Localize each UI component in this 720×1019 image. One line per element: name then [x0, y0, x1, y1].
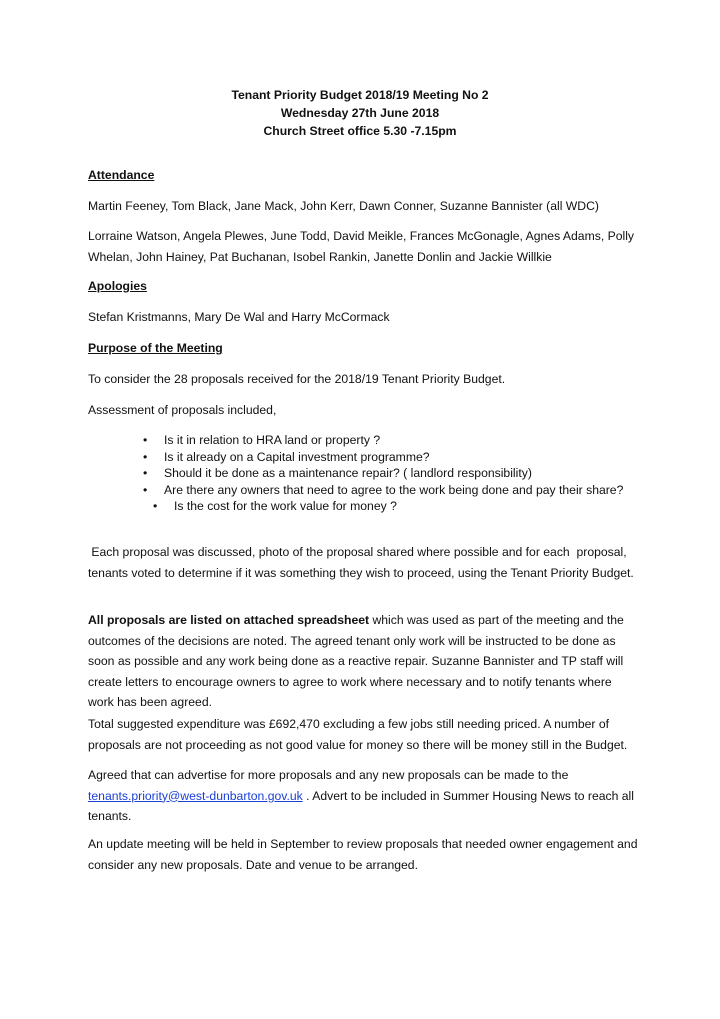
bullet-icon: • — [153, 499, 158, 513]
assessment-intro-paragraph — [88, 400, 638, 421]
list-item: • Are there any owners that need to agree to the work being done and pay their share? — [143, 482, 624, 497]
bullet-icon: • — [143, 433, 148, 447]
attendance-tenants-paragraph — [88, 226, 638, 267]
purpose-heading: Purpose of the Meeting — [88, 341, 223, 355]
list-item: • Should it be done as a maintenance repair? ( landlord responsibility) — [143, 466, 532, 480]
apologies-text: Stefan Kristmanns, Mary De Wal and Harry McCormack — [88, 310, 390, 324]
update-meeting-text: An update meeting will be held in September to review proposals that needed owner engagement and consider any new proposals. Date and venue to be arranged. — [88, 837, 638, 872]
expenditure-paragraph — [88, 714, 638, 755]
expenditure-text: Total suggested expenditure was £692,470 excluding a few jobs still needing priced. A number of proposals are not proceeding as not good value for money so there will be money still in the Budget. — [88, 717, 628, 752]
meeting-title-block — [0, 86, 720, 140]
list-item: • Is it already on a Capital investment programme? — [143, 449, 430, 464]
bullet-icon: • — [143, 466, 148, 480]
advertise-paragraph — [88, 765, 638, 827]
attendance-staff-paragraph — [88, 196, 638, 217]
meeting-venue-time: Church Street office 5.30 -7.15pm — [263, 124, 457, 138]
attendance-heading: Attendance — [88, 168, 155, 182]
discussion-text: Each proposal was discussed, photo of the proposal shared where possible and for each proposal, tenants voted to determine if it was something they wish to proceed, using the Tenant Priority Budget. — [88, 545, 634, 580]
bullet-icon: • — [143, 449, 148, 464]
assessment-intro: Assessment of proposals included, — [88, 403, 277, 417]
bullet-icon: • — [143, 482, 148, 497]
assessment-criteria-list — [143, 432, 663, 515]
meeting-title: Tenant Priority Budget 2018/19 Meeting No 2 — [231, 88, 489, 102]
spreadsheet-text: All proposals are listed on attached spreadsheet which was used as part of the meeting and the outcomes of the decisions are noted. The agreed tenant only work will be instructed to be done as soon as possible and any work being done as a reactive repair. Suzanne Bannister and TP staff will create letters to encourage owners to agree to work where necessary and to notify tenants where work has been agreed. — [88, 613, 624, 709]
attendance-section — [88, 165, 638, 186]
spreadsheet-paragraph — [88, 610, 638, 713]
meeting-date: Wednesday 27th June 2018 — [280, 106, 440, 120]
purpose-paragraph — [88, 369, 638, 390]
apologies-section — [88, 276, 638, 297]
attendance-tenants: Lorraine Watson, Angela Plewes, June Todd, David Meikle, Frances McGonagle, Agnes Adams, Polly Whelan, John Hainey, Pat Buchanan, Isobel Rankin, Janette Donlin and Jackie Willkie — [88, 229, 635, 264]
spreadsheet-bold-text: All proposals are listed on attached spreadsheet — [88, 613, 370, 627]
update-meeting-paragraph — [88, 834, 638, 875]
list-item: • Is it in relation to HRA land or property ? — [143, 433, 381, 447]
purpose-section — [88, 338, 638, 359]
apologies-heading: Apologies — [88, 279, 147, 293]
email-link[interactable]: tenants.priority@west-dunbarton.gov.uk — [88, 788, 303, 803]
apologies-paragraph — [88, 307, 638, 328]
advertise-text: Agreed that can advertise for more proposals and any new proposals can be made to the tenants.priority@west-dunbarton.gov.uk . Advert to be included in Summer Housing News to reach all tenants. — [88, 768, 634, 823]
purpose-text: To consider the 28 proposals received for the 2018/19 Tenant Priority Budget. — [88, 372, 506, 386]
discussion-paragraph — [88, 542, 640, 583]
attendance-staff: Martin Feeney, Tom Black, Jane Mack, John Kerr, Dawn Conner, Suzanne Bannister (all WDC) — [88, 199, 599, 213]
list-item: • Is the cost for the work value for money ? — [153, 499, 397, 513]
